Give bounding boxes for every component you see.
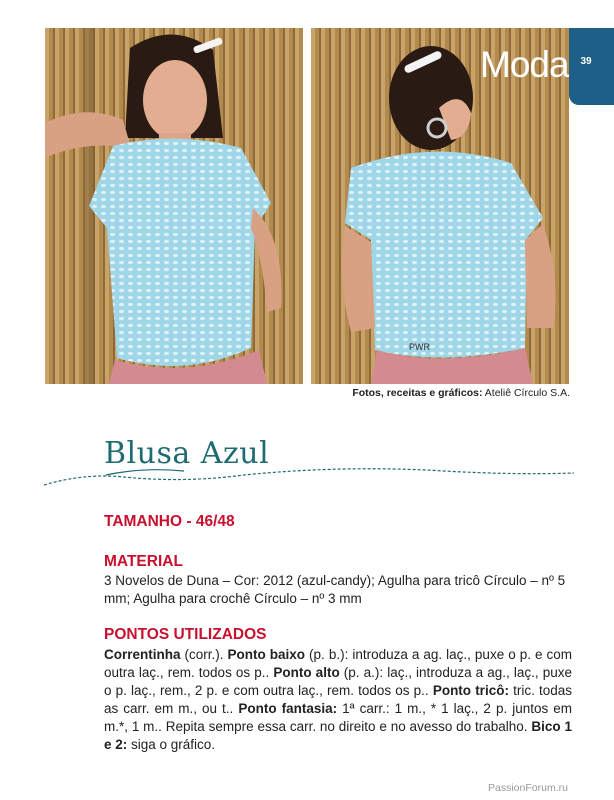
stitch-description: siga o gráfico. [127, 737, 216, 752]
stitch-term: Ponto fantasia: [238, 701, 338, 716]
wavy-divider [44, 463, 574, 493]
jeans-label: PWR [409, 342, 430, 352]
stitch-term: Ponto baixo [227, 647, 306, 662]
section-label: Moda [480, 44, 569, 85]
stitch-term: Bico 1 e 2: [104, 719, 573, 752]
stitch-description: 1ª carr.: 1 m., * 1 laç., 2 p. juntos em m.*, 1 m.. Repita sempre essa carr. no direito e no avesso do trabalho. [104, 701, 572, 734]
page-title: Blusa Azul [104, 436, 270, 471]
stitch-term: Correntinha [104, 647, 181, 662]
material-heading: MATERIAL [104, 553, 183, 570]
stitch-description: (p. b.): introduza a ag. laç., puxe o p. e com outra laç., rem. todos os p.. [104, 647, 573, 680]
stitch-term: Ponto tricô: [432, 683, 509, 698]
stitches-heading: PONTOS UTILIZADOS [104, 626, 267, 643]
model-front-photo [45, 28, 303, 384]
page-number: 39 [580, 56, 592, 67]
caption-label: Fotos, receitas e gráficos: [352, 387, 483, 399]
stitch-term: Ponto alto [273, 665, 340, 680]
photo-credit-caption [300, 387, 570, 399]
stitch-description: tric. todas as carr. em m., ou t.. [104, 683, 572, 716]
watermark: PassionForum.ru [488, 782, 568, 794]
stitch-description: (p. a.): laç., introduza a ag., laç., puxe o p. laç., rem., 2 p. e com outra laç., rem. todos os p.. [104, 665, 572, 698]
size-heading: TAMANHO - 46/48 [104, 513, 235, 530]
stitch-description: (corr.). [180, 647, 228, 662]
caption-text: Ateliê Círculo S.A. [482, 387, 570, 399]
material-text: 3 Novelos de Duna – Cor: 2012 (azul-candy); Agulha para tricô Círculo – nº 5 mm; Agulha para crochê Círculo – nº 3 mm [104, 573, 566, 606]
stitches-text [104, 646, 572, 754]
